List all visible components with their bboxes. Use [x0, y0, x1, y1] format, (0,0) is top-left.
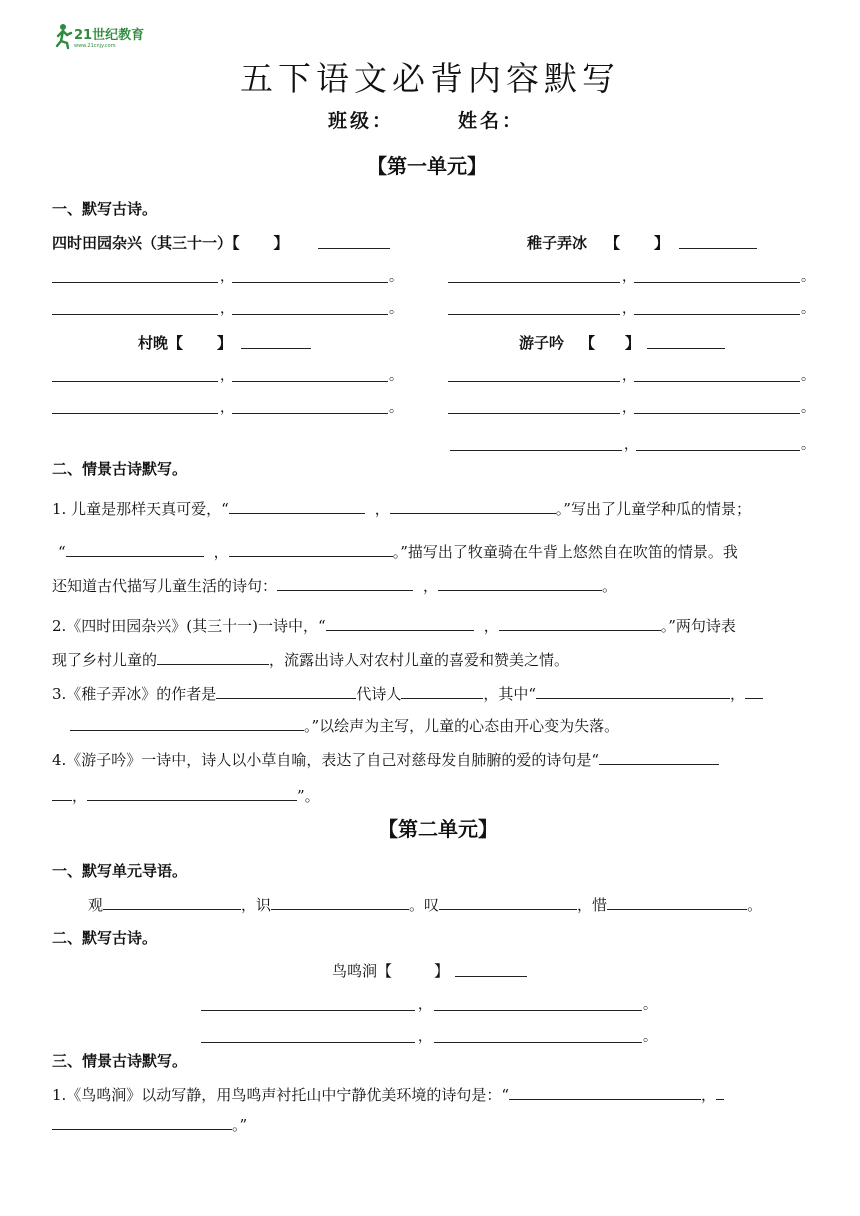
- poem-3-title: 村晚【 】: [138, 334, 233, 352]
- comma: ，: [622, 269, 636, 285]
- period: 。: [643, 997, 657, 1013]
- period: 。: [801, 400, 815, 416]
- period: 。: [389, 269, 403, 285]
- period: 。: [389, 301, 403, 317]
- answer-blank[interactable]: [52, 784, 72, 801]
- poem-4-author-blank[interactable]: [647, 348, 725, 349]
- poem-2-line-1a[interactable]: [448, 282, 620, 283]
- poem-2-line-2a[interactable]: [448, 314, 620, 315]
- poem-1-line-2b[interactable]: [232, 314, 388, 315]
- poem-1-line-1a[interactable]: [52, 282, 218, 283]
- poem-4-line-2b[interactable]: [634, 413, 800, 414]
- comma: ，: [220, 400, 234, 416]
- question-4-line-1: 4.《游子吟》一诗中，诗人以小草自喻，表达了自己对慈母发自肺腑的爱的诗句是“: [52, 748, 719, 770]
- poem-1-line-2a[interactable]: [52, 314, 218, 315]
- answer-blank[interactable]: [229, 540, 393, 557]
- answer-blank[interactable]: [607, 893, 747, 910]
- unit-1-section-2: 二、情景古诗默写。: [52, 460, 188, 478]
- answer-blank[interactable]: [499, 614, 661, 631]
- answer-blank[interactable]: [401, 682, 483, 699]
- site-logo: [54, 22, 145, 50]
- poem-2-title: 稚子弄冰 【 】: [527, 234, 670, 252]
- poem-1-title: 四时田园杂兴（其三十一）【 】: [52, 234, 289, 252]
- answer-blank[interactable]: [509, 1083, 701, 1100]
- answer-blank[interactable]: [70, 714, 304, 731]
- answer-blank[interactable]: [87, 784, 297, 801]
- comma: ，: [622, 301, 636, 317]
- poem-3-line-2b[interactable]: [232, 413, 388, 414]
- period: 。: [389, 368, 403, 384]
- question-3-line-1: 3.《稚子弄冰》的作者是 代诗人 ，其中“ ，: [52, 682, 763, 704]
- unit-2-question-1-line-1: 1.《鸟鸣涧》以动写静，用鸟鸣声衬托山中宁静优美环境的诗句是：“ ，: [52, 1083, 724, 1105]
- comma: ，: [220, 301, 234, 317]
- unit-2-section-2: 二、默写古诗。: [52, 929, 158, 947]
- period: 。: [801, 301, 815, 317]
- poem-5-line-1b[interactable]: [434, 1010, 642, 1011]
- answer-blank[interactable]: [216, 682, 356, 699]
- answer-blank[interactable]: [716, 1083, 724, 1100]
- answer-blank[interactable]: [438, 574, 602, 591]
- poem-4-title: 游子吟 【 】: [519, 334, 641, 352]
- comma: ，: [418, 997, 432, 1013]
- unit-1-section-1: 一、默写古诗。: [52, 200, 158, 218]
- answer-blank[interactable]: [277, 574, 413, 591]
- unit-2-section-3: 三、情景古诗默写。: [52, 1052, 188, 1070]
- unit-2-question-1-line-2: 。”: [52, 1113, 247, 1135]
- period: 。: [801, 368, 815, 384]
- comma: ，: [622, 368, 636, 384]
- unit-2-section-1: 一、默写单元导语。: [52, 862, 188, 880]
- answer-blank[interactable]: [52, 1113, 232, 1130]
- period: 。: [643, 1029, 657, 1045]
- poem-5-line-2a[interactable]: [201, 1042, 415, 1043]
- answer-blank[interactable]: [66, 540, 204, 557]
- answer-blank[interactable]: [103, 893, 241, 910]
- comma: ，: [622, 400, 636, 416]
- question-1-line-3: 还知道古代描写儿童生活的诗句： ， 。: [52, 574, 617, 596]
- answer-blank[interactable]: [390, 497, 556, 514]
- answer-blank[interactable]: [271, 893, 409, 910]
- poem-4-line-1a[interactable]: [448, 381, 620, 382]
- poem-5-line-2b[interactable]: [434, 1042, 642, 1043]
- poem-2-author-blank[interactable]: [679, 248, 757, 249]
- question-2-line-2: 现了乡村儿童的 ，流露出诗人对农村儿童的喜爱和赞美之情。: [52, 648, 569, 670]
- poem-2-line-2b[interactable]: [634, 314, 800, 315]
- svg-text:www.21cnjy.com: www.21cnjy.com: [74, 43, 116, 49]
- period: 。: [389, 400, 403, 416]
- comma: ，: [624, 437, 638, 453]
- poem-3-line-1a[interactable]: [52, 381, 218, 382]
- period: 。: [801, 437, 815, 453]
- answer-blank[interactable]: [439, 893, 577, 910]
- answer-blank[interactable]: [599, 748, 719, 765]
- answer-blank[interactable]: [326, 614, 474, 631]
- answer-blank[interactable]: [157, 648, 269, 665]
- period: 。: [801, 269, 815, 285]
- comma: ，: [220, 269, 234, 285]
- unit-2-heading: 【第二单元】: [378, 817, 498, 841]
- unit-guide-line: 观 ，识 。叹 ，惜 。: [88, 893, 762, 915]
- poem-3-author-blank[interactable]: [241, 348, 311, 349]
- answer-blank[interactable]: [536, 682, 730, 699]
- runner-icon: [54, 22, 145, 50]
- question-3-line-2: 。”以绘声为主写，儿童的心态由开心变为失落。: [70, 714, 619, 736]
- svg-text:21世纪教育: 21世纪教育: [74, 28, 145, 43]
- poem-4-line-3a[interactable]: [450, 450, 622, 451]
- question-1-line-1: 1. 儿童是那样天真可爱，“ ， 。”写出了儿童学种瓜的情景；: [52, 497, 751, 519]
- name-label: 姓名：: [458, 110, 525, 132]
- class-label: 班级：: [328, 110, 395, 132]
- poem-5-title: 鸟鸣涧【 】: [332, 962, 450, 980]
- poem-4-line-2a[interactable]: [448, 413, 620, 414]
- poem-5-line-1a[interactable]: [201, 1010, 415, 1011]
- answer-blank[interactable]: [745, 682, 763, 699]
- question-2-line-1: 2.《四时田园杂兴》(其三十一)一诗中，“ ， 。”两句诗表: [52, 614, 736, 636]
- poem-1-author-blank[interactable]: [318, 248, 390, 249]
- poem-5-author-blank[interactable]: [455, 976, 527, 977]
- page-title: 五下语文必背内容默写: [240, 59, 620, 98]
- question-4-line-2: ， ”。: [52, 784, 320, 806]
- poem-3-line-1b[interactable]: [232, 381, 388, 382]
- poem-4-line-3b[interactable]: [636, 450, 800, 451]
- comma: ，: [220, 368, 234, 384]
- answer-blank[interactable]: [229, 497, 365, 514]
- poem-1-line-1b[interactable]: [232, 282, 388, 283]
- poem-2-line-1b[interactable]: [634, 282, 800, 283]
- question-1-line-2: “ ， 。”描写出了牧童骑在牛背上悠然自在吹笛的情景。我: [58, 540, 738, 562]
- unit-1-heading: 【第一单元】: [367, 154, 487, 178]
- poem-4-line-1b[interactable]: [634, 381, 800, 382]
- comma: ，: [418, 1029, 432, 1045]
- poem-3-line-2a[interactable]: [52, 413, 218, 414]
